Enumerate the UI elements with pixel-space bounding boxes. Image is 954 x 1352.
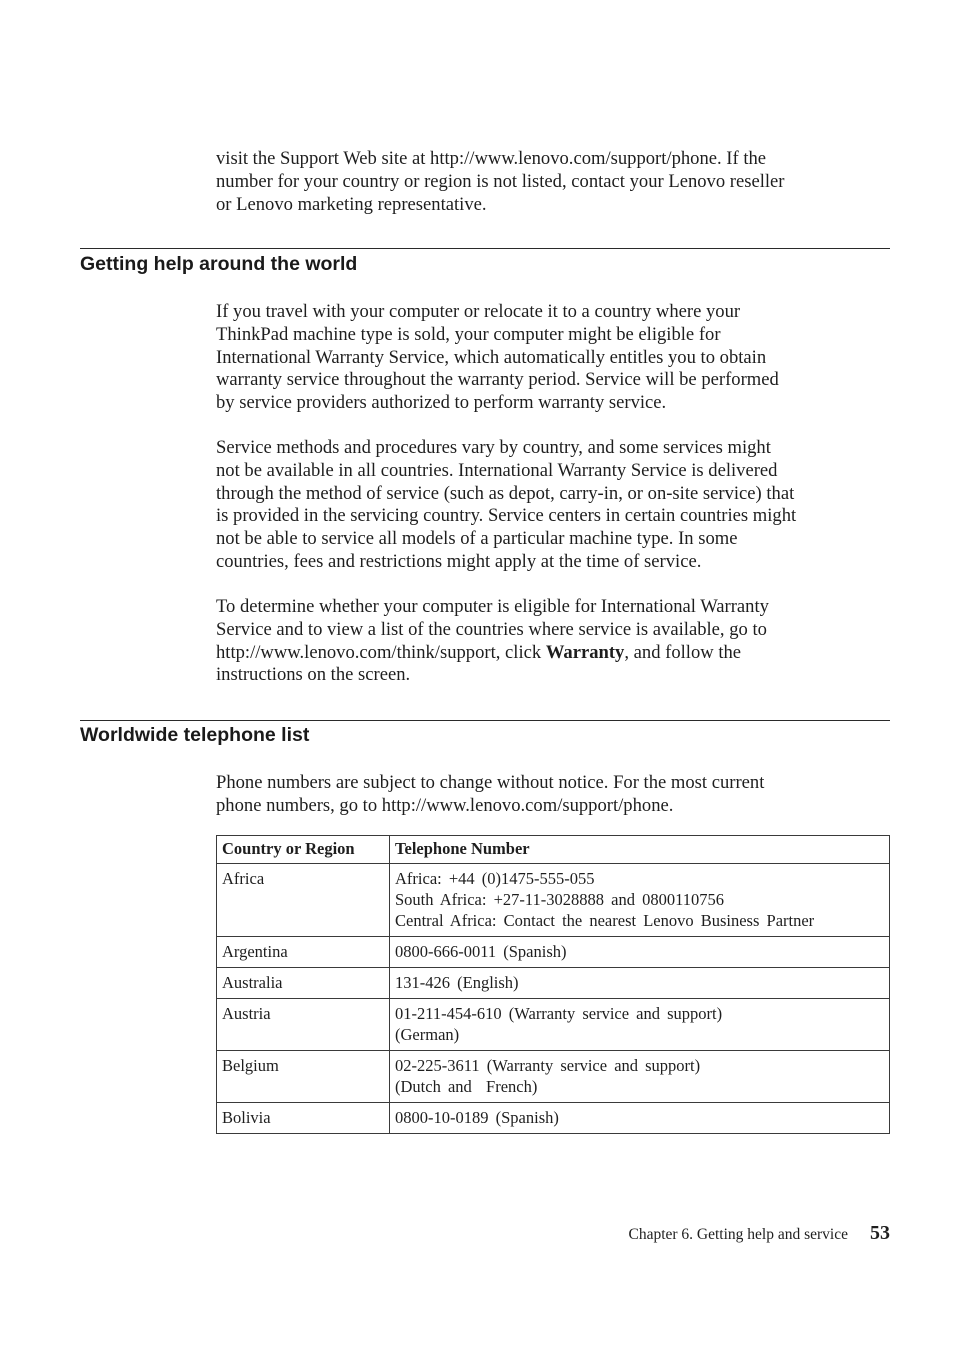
section-divider <box>80 248 890 249</box>
country-cell: Africa <box>217 864 390 937</box>
phone-line: Central Africa: Contact the nearest Lenovo Business Partner <box>395 911 815 930</box>
text-line: through the method of service (such as depot, carry-in, or on-site service) that <box>216 482 795 504</box>
paragraph-eligibility <box>216 596 888 687</box>
country-cell: Bolivia <box>217 1103 390 1134</box>
text-line: countries, fees and restrictions might apply at the time of service. <box>216 550 702 572</box>
paragraph-travel <box>216 301 888 415</box>
country-cell: Austria <box>217 999 390 1051</box>
telephone-cell <box>390 1103 890 1134</box>
table-row <box>217 1103 890 1134</box>
text-line: Phone numbers are subject to change without notice. For the most current <box>216 772 765 793</box>
phone-line: 0800-666-0011 (Spanish) <box>395 942 567 961</box>
support-link-text: http://www.lenovo.com/think/support, click <box>216 641 546 663</box>
telephone-cell <box>390 864 890 937</box>
phone-line: 131-426 (English) <box>395 973 519 992</box>
text-line: If you travel with your computer or relocate it to a country where your <box>216 301 741 322</box>
intro-paragraph <box>216 148 888 216</box>
text-line: visit the Support Web site at http://www.lenovo.com/support/phone. If the <box>216 148 767 169</box>
telephone-cell <box>390 937 890 968</box>
phone-line: 0800-10-0189 (Spanish) <box>395 1108 559 1127</box>
text-line: International Warranty Service, which automatically entitles you to obtain <box>216 346 767 368</box>
text-line: phone numbers, go to http://www.lenovo.com/support/phone. <box>216 794 674 816</box>
telephone-cell <box>390 999 890 1051</box>
paragraph-phone-intro <box>216 772 888 818</box>
text-line: warranty service throughout the warranty period. Service will be performed <box>216 369 779 391</box>
chapter-title: Chapter 6. Getting help and service <box>628 1226 848 1243</box>
text-line: not be available in all countries. International Warranty Service is delivered <box>216 459 778 481</box>
section-divider <box>80 720 890 721</box>
table-row <box>217 999 890 1051</box>
telephone-cell <box>390 1051 890 1103</box>
text-line: To determine whether your computer is eligible for International Warranty <box>216 596 769 617</box>
section-heading-getting-help: Getting help around the world <box>80 253 358 275</box>
table-row <box>217 1051 890 1103</box>
phone-line: 01-211-454-610 (Warranty service and support) <box>395 1004 723 1023</box>
country-cell: Belgium <box>217 1051 390 1103</box>
text-fragment: , and follow the <box>624 641 742 663</box>
text-line: instructions on the screen. <box>216 664 411 686</box>
table-header-row <box>217 836 890 864</box>
telephone-table <box>216 835 890 1134</box>
page-number: 53 <box>870 1222 890 1244</box>
text-line: is provided in the servicing country. Service centers in certain countries might <box>216 505 797 527</box>
phone-line: (Dutch and French) <box>395 1077 538 1096</box>
country-cell: Australia <box>217 968 390 999</box>
table-row <box>217 937 890 968</box>
paragraph-service-methods <box>216 437 888 574</box>
text-line: Service methods and procedures vary by country, and some services might <box>216 437 771 458</box>
column-header-country: Country or Region <box>217 836 390 864</box>
country-cell: Argentina <box>217 937 390 968</box>
phone-line: (German) <box>395 1025 460 1044</box>
phone-line: South Africa: +27-11-3028888 and 0800110756 <box>395 890 724 909</box>
section-heading-telephone-list: Worldwide telephone list <box>80 724 310 746</box>
phone-line: Africa: +44 (0)1475-555-055 <box>395 869 595 888</box>
text-line: ThinkPad machine type is sold, your computer might be eligible for <box>216 323 721 345</box>
text-line: number for your country or region is not listed, contact your Lenovo reseller <box>216 170 785 192</box>
page-footer <box>628 1222 890 1245</box>
telephone-cell <box>390 968 890 999</box>
text-line: or Lenovo marketing representative. <box>216 193 487 215</box>
warranty-keyword: Warranty <box>545 641 625 663</box>
column-header-telephone: Telephone Number <box>390 836 890 864</box>
table-row <box>217 968 890 999</box>
text-line: by service providers authorized to perform warranty service. <box>216 392 667 414</box>
text-line: Service and to view a list of the countries where service is available, go to <box>216 618 767 640</box>
text-line <box>216 642 888 665</box>
phone-line: 02-225-3611 (Warranty service and support) <box>395 1056 701 1075</box>
text-line: not be able to service all models of a particular machine type. In some <box>216 528 738 550</box>
table-row <box>217 864 890 937</box>
